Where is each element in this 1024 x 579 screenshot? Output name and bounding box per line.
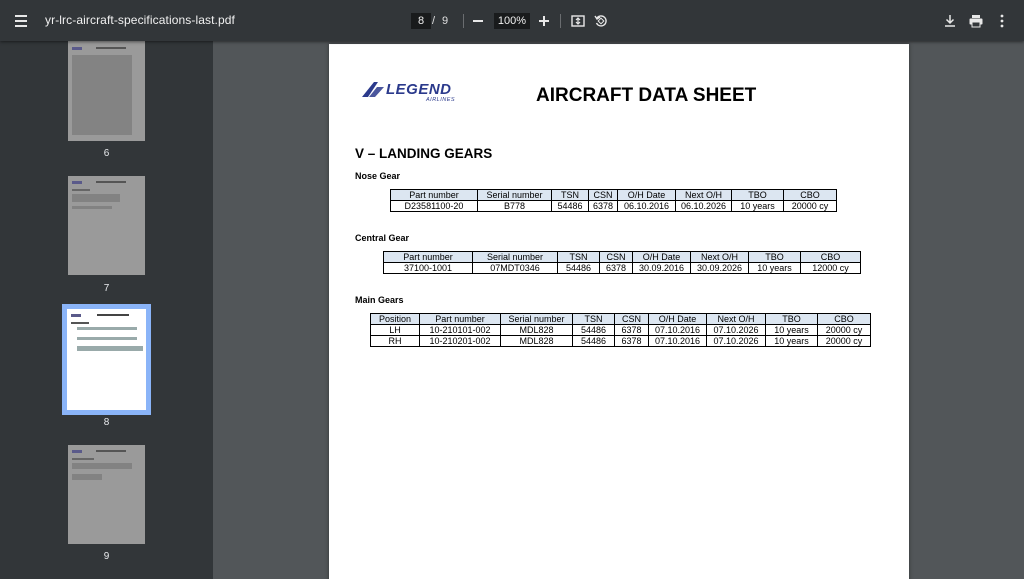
page-thumbnail-7[interactable] [68,176,145,275]
table-header: TSN [558,252,600,263]
table-cell: 10 years [766,325,818,336]
table-cell: 20000 cy [818,325,871,336]
table-cell: 6378 [589,201,618,212]
table-cell: MDL828 [501,325,573,336]
table-cell: 30.09.2026 [691,263,749,274]
download-icon[interactable] [942,13,958,29]
nose-gear-table [390,189,837,212]
table-header: Part number [420,314,501,325]
table-cell: 07.10.2026 [707,336,766,347]
table-header: CBO [801,252,861,263]
plus-icon[interactable] [537,14,551,28]
table-cell: 06.10.2026 [676,201,732,212]
table-cell: 54486 [558,263,600,274]
table-cell: RH [371,336,420,347]
table-cell: B778 [478,201,552,212]
table-cell: 6378 [600,263,633,274]
nose-gear-heading: Nose Gear [355,171,401,181]
table-header: O/H Date [649,314,707,325]
table-cell: 20000 cy [818,336,871,347]
table-header: CSN [615,314,649,325]
table-header: TBO [766,314,818,325]
table-header: Serial number [501,314,573,325]
document-viewer[interactable] [213,41,1024,579]
table-header: Next O/H [707,314,766,325]
table-cell: LH [371,325,420,336]
main-gears-heading: Main Gears [355,295,404,305]
table-cell: 07MDT0346 [473,263,558,274]
thumbnail-label: 7 [103,283,110,294]
table-cell: 10 years [732,201,784,212]
page-number-input[interactable]: 8 [411,13,431,29]
table-cell: 54486 [573,336,615,347]
page-thumbnail-9[interactable] [68,445,145,544]
table-cell: 10-210101-002 [420,325,501,336]
page-thumbnail-6[interactable] [68,41,145,141]
table-cell: 20000 cy [784,201,837,212]
table-cell: 37100-1001 [384,263,473,274]
table-header: Position [371,314,420,325]
table-row [371,336,871,347]
table-cell: 6378 [615,336,649,347]
rotate-icon[interactable] [593,13,609,29]
table-cell: 30.09.2016 [633,263,691,274]
table-cell: 54486 [552,201,589,212]
logo-wing-icon [360,81,386,99]
thumbnail-label: 8 [103,417,110,428]
table-cell: 07.10.2016 [649,336,707,347]
logo-subtext: AIRLINES [426,97,456,103]
table-header: Next O/H [691,252,749,263]
zoom-level-input[interactable]: 100% [494,13,530,29]
thumbnail-label: 6 [103,148,110,159]
table-cell: 10 years [766,336,818,347]
table-header: Serial number [473,252,558,263]
minus-icon[interactable] [473,20,483,22]
pdf-page [329,44,909,579]
page-thumbnail-8[interactable] [62,304,151,415]
table-header: O/H Date [633,252,691,263]
total-pages: 9 [442,15,449,27]
toolbar-divider [463,14,464,28]
table-header: Part number [391,190,478,201]
document-title: AIRCRAFT DATA SHEET [536,85,757,106]
thumbnail-label: 9 [103,551,110,562]
central-gear-heading: Central Gear [355,233,410,243]
fit-page-icon[interactable] [570,13,586,29]
table-header: TBO [749,252,801,263]
more-vert-icon[interactable] [994,13,1010,29]
table-header: Next O/H [676,190,732,201]
table-cell: 07.10.2026 [707,325,766,336]
table-cell: 6378 [615,325,649,336]
toolbar-divider [560,14,561,28]
table-header: CSN [600,252,633,263]
file-title: yr-lrc-aircraft-specifications-last.pdf [45,13,235,27]
table-header: TSN [573,314,615,325]
table-header: O/H Date [618,190,676,201]
table-header: TBO [732,190,784,201]
table-row [371,325,871,336]
pdf-toolbar [0,0,1024,41]
table-header: CBO [784,190,837,201]
table-header: TSN [552,190,589,201]
table-cell: 10-210201-002 [420,336,501,347]
menu-icon[interactable] [14,12,32,30]
thumbnail-sidebar [0,41,213,579]
table-header: Serial number [478,190,552,201]
section-heading: V – LANDING GEARS [355,146,493,161]
table-row [391,201,837,212]
table-cell: 12000 cy [801,263,861,274]
table-cell: 07.10.2016 [649,325,707,336]
table-cell: 10 years [749,263,801,274]
table-row [384,263,861,274]
table-header: CSN [589,190,618,201]
legend-airlines-logo [360,81,460,107]
page-separator: / [432,15,436,27]
logo-text: LEGEND [386,81,452,98]
print-icon[interactable] [968,13,984,29]
table-cell: 06.10.2016 [618,201,676,212]
table-cell: MDL828 [501,336,573,347]
main-gears-table [370,313,871,347]
table-header: CBO [818,314,871,325]
table-cell: D23581100-20 [391,201,478,212]
central-gear-table [383,251,861,274]
table-header: Part number [384,252,473,263]
table-cell: 54486 [573,325,615,336]
